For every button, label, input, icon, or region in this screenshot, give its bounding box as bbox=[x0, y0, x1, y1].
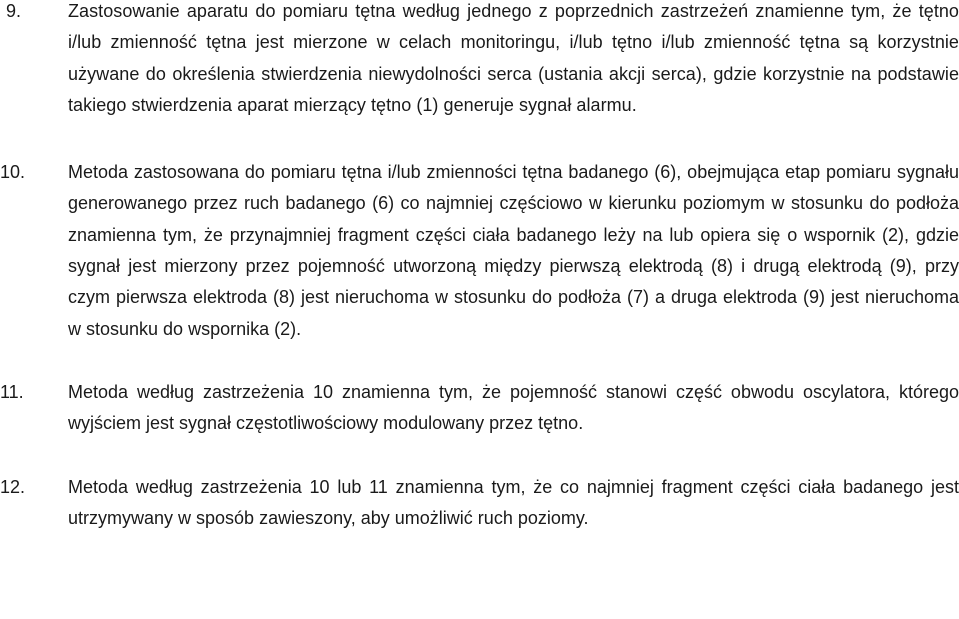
claim-number: 10. bbox=[0, 162, 26, 183]
claim-10 bbox=[0, 157, 959, 345]
claim-9 bbox=[0, 0, 959, 121]
claim-number: 11. bbox=[0, 381, 24, 402]
claim-text: Metoda zastosowana do pomiaru tętna i/lub zmienności tętna badanego (6), obejmująca etap pomiaru sygnału generowanego przez ruch badanego (6) co najmniej częściowo w kierunku poziomym w stosunku do podłoża znamienna tym, że przynajmniej fragment części ciała badanego leży na lub opiera się o wspornik (2), gdzie sygnał jest mierzony przez pojemność utworzoną między pierwszą elektrodą (8) i drugą elektrodą (9), przy czym pierwsza elektroda (8) jest nieruchoma w stosunku do podłoża (7) a druga elektroda (9) jest nieruchoma w stosunku do wspornika (2). bbox=[68, 162, 959, 339]
claim-number: 12. bbox=[0, 476, 26, 497]
claim-text: Metoda według zastrzeżenia 10 lub 11 znamienna tym, że co najmniej fragment części ciała badanego jest utrzymywany w sposób zawieszony, aby umożliwić ruch poziomy. bbox=[68, 476, 959, 528]
claim-12 bbox=[0, 472, 959, 535]
claim-11 bbox=[0, 377, 959, 440]
claim-text: Zastosowanie aparatu do pomiaru tętna według jednego z poprzednich zastrzeżeń znamienne tym, że tętno i/lub zmienność tętna jest mierzone w celach monitoringu, i/lub tętno i/lub zmienność tętna są korzystnie używane do określenia stwierdzenia niewydolności serca (ustania akcji serca), gdzie korzystnie na podstawie takiego stwierdzenia aparat mierzący tętno (1) generuje sygnał alarmu. bbox=[68, 1, 959, 115]
claim-text: Metoda według zastrzeżenia 10 znamienna tym, że pojemność stanowi część obwodu oscylatora, którego wyjściem jest sygnał częstotliwościowy modulowany przez tętno. bbox=[68, 381, 959, 434]
claim-number: 9. bbox=[6, 1, 22, 21]
